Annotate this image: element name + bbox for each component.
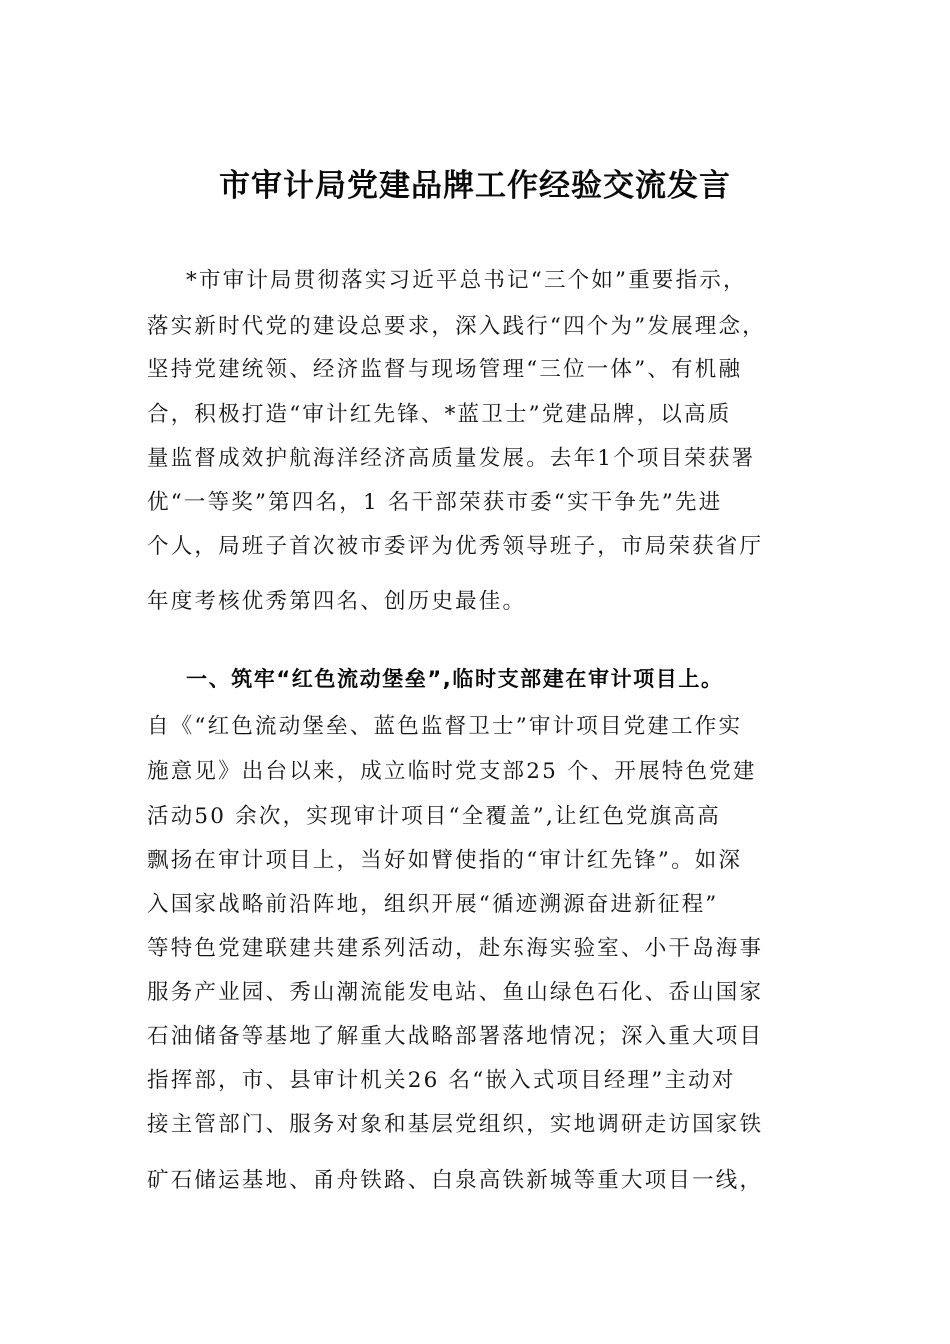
section-line: 指挥部，市、县审计机关26 名“嵌入式项目经理”主动对 [147,1068,736,1093]
section-line: 接主管部门、服务对象和基层党组织，实地调研走访国家铁 [147,1112,764,1137]
document-title: 市审计局党建品牌工作经验交流发言 [219,168,731,204]
intro-line: 年度考核优秀第四名、创历史最佳。 [147,589,527,614]
section-line: 活动50 余次，实现审计项目“全覆盖”,让红色党旗高高 [147,804,721,829]
intro-line: 合，积极打造“审计红先锋、*蓝卫士”党建品牌，以高质 [147,402,732,427]
section-line: 入国家战略前沿阵地，组织开展“循迹溯源奋进新征程” [147,892,719,917]
intro-line: 落实新时代党的建设总要求，深入践行“四个为”发展理念， [147,314,766,339]
intro-line: 个人，局班子首次被市委评为优秀领导班子，市局荣获省厅 [147,534,764,559]
intro-line: 量监督成效护航海洋经济高质量发展。去年1个项目荣获署 [147,446,756,471]
section-heading: 一、筑牢“红色流动堡垒”,临时支部建在审计项目上。 [186,667,724,691]
intro-line: 优“一等奖”第四名，1 名干部荣获市委“实干争先”先进 [147,490,723,515]
section-line: 自《“红色流动堡垒、蓝色监督卫士”审计项目党建工作实 [147,714,743,739]
intro-line: 坚持党建统领、经济监督与现场管理“三位一体”、有机融 [147,357,743,382]
section-line: 矿石储运基地、甬舟铁路、白泉高铁新城等重大项目一线， [147,1168,764,1193]
section-line: 石油储备等基地了解重大战略部署落地情况；深入重大项目 [147,1024,764,1049]
section-line: 飘扬在审计项目上，当好如臂使指的“审计红先锋”。如深 [147,848,743,873]
section-line: 等特色党建联建共建系列活动，赴东海实验室、小干岛海事 [147,936,764,961]
section-line: 施意见》出台以来，成立临时党支部25 个、开展特色党建 [147,759,757,784]
section-line: 服务产业园、秀山潮流能发电站、鱼山绿色石化、岙山国家 [147,980,764,1005]
intro-line: *市审计局贯彻落实习近平总书记“三个如”重要指示， [186,268,747,293]
